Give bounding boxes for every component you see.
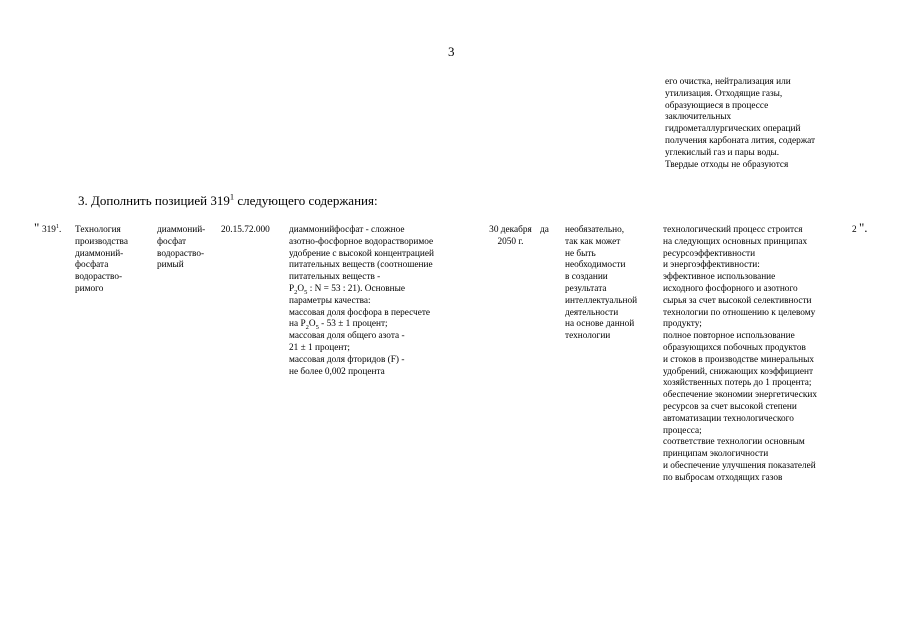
technology-description-cell: технологический процесс строится на следующих основных принципах ресурсоэффективности и энергоэффективности: эффективное использование исходного фосфорного и азотного сырья за счет высокой селективности технологии по отношению к целевому продукту; полное повторное использование образующихся побочных продуктов и стоков в производстве минеральных удобрений, снижающих коэффициент хозяйственных потерь до 1 процента; обеспечение экономии энергетических ресурсов за счет высокой степени автоматизации технологического процесса; соответствие технологии основным принципам экологичности и обеспечение улучшения показателей по выбросам отходящих газов: [663, 225, 817, 483]
phosphorus-subscript-1: 2: [294, 288, 298, 296]
flag-cell: да: [540, 225, 549, 235]
tail-value-cell: 2: [852, 225, 857, 235]
position-number-superscript: 1: [55, 223, 59, 230]
position-number-main: 319: [42, 225, 56, 235]
continuation-text: его очистка, нейтрализация или утилизация. Отходящие газы, образующиеся в процессе заключительных гидрометаллургических операций получения карбоната лития, содержат углекислый газ и пары воды. Твердые отходы не образуются: [665, 77, 816, 170]
oxygen-subscript-1: 5: [304, 288, 308, 296]
note-cell: необязательно, так как может не быть необходимости в создании результата интеллектуальной деятельности на основе данной технологии: [565, 225, 638, 342]
position-number-suffix: .: [58, 225, 62, 235]
closing-quote: ".: [859, 220, 868, 235]
instruction-superscript: 1: [229, 191, 235, 202]
amendment-instruction: [78, 193, 378, 209]
opening-quote: ": [34, 220, 40, 235]
instruction-text-end: следующего содержания:: [234, 193, 378, 208]
classification-code-cell: 20.15.72.000: [221, 225, 270, 235]
oxygen-symbol-1: O: [297, 283, 305, 294]
page-number: 3: [448, 44, 455, 59]
product-description-cell: [289, 225, 475, 378]
phosphorus-symbol-2: P: [300, 319, 306, 330]
description-part-3: - 53 ± 1 процент; массовая доля общего азота - 21 ± 1 процент; массовая доля фторидов (F) - не более 0,002 процента: [289, 319, 405, 377]
date-cell: 30 декабря 2050 г.: [489, 225, 532, 247]
description-part-2: : N = 53 : 21). Основные параметры качества: массовая доля фосфора в пересчете на: [289, 283, 431, 330]
position-number: [42, 225, 61, 237]
oxygen-symbol-2: O: [308, 319, 316, 330]
phosphorus-symbol-1: P: [289, 283, 295, 294]
product-cell: диаммоний- фосфат водораство- римый: [157, 225, 206, 271]
phosphorus-subscript-2: 2: [305, 324, 309, 332]
oxygen-subscript-2: 5: [315, 324, 319, 332]
technology-name-cell: Технология производства диаммоний- фосфата водораство- римого: [75, 225, 128, 294]
instruction-text-start: 3. Дополнить позицией 319: [78, 193, 230, 208]
description-part-1: диаммонийфосфат - сложное азотно-фосфорное водорастворимое удобрение с высокой концентрацией питательных веществ (соотношение питательных веществ -: [289, 225, 434, 283]
